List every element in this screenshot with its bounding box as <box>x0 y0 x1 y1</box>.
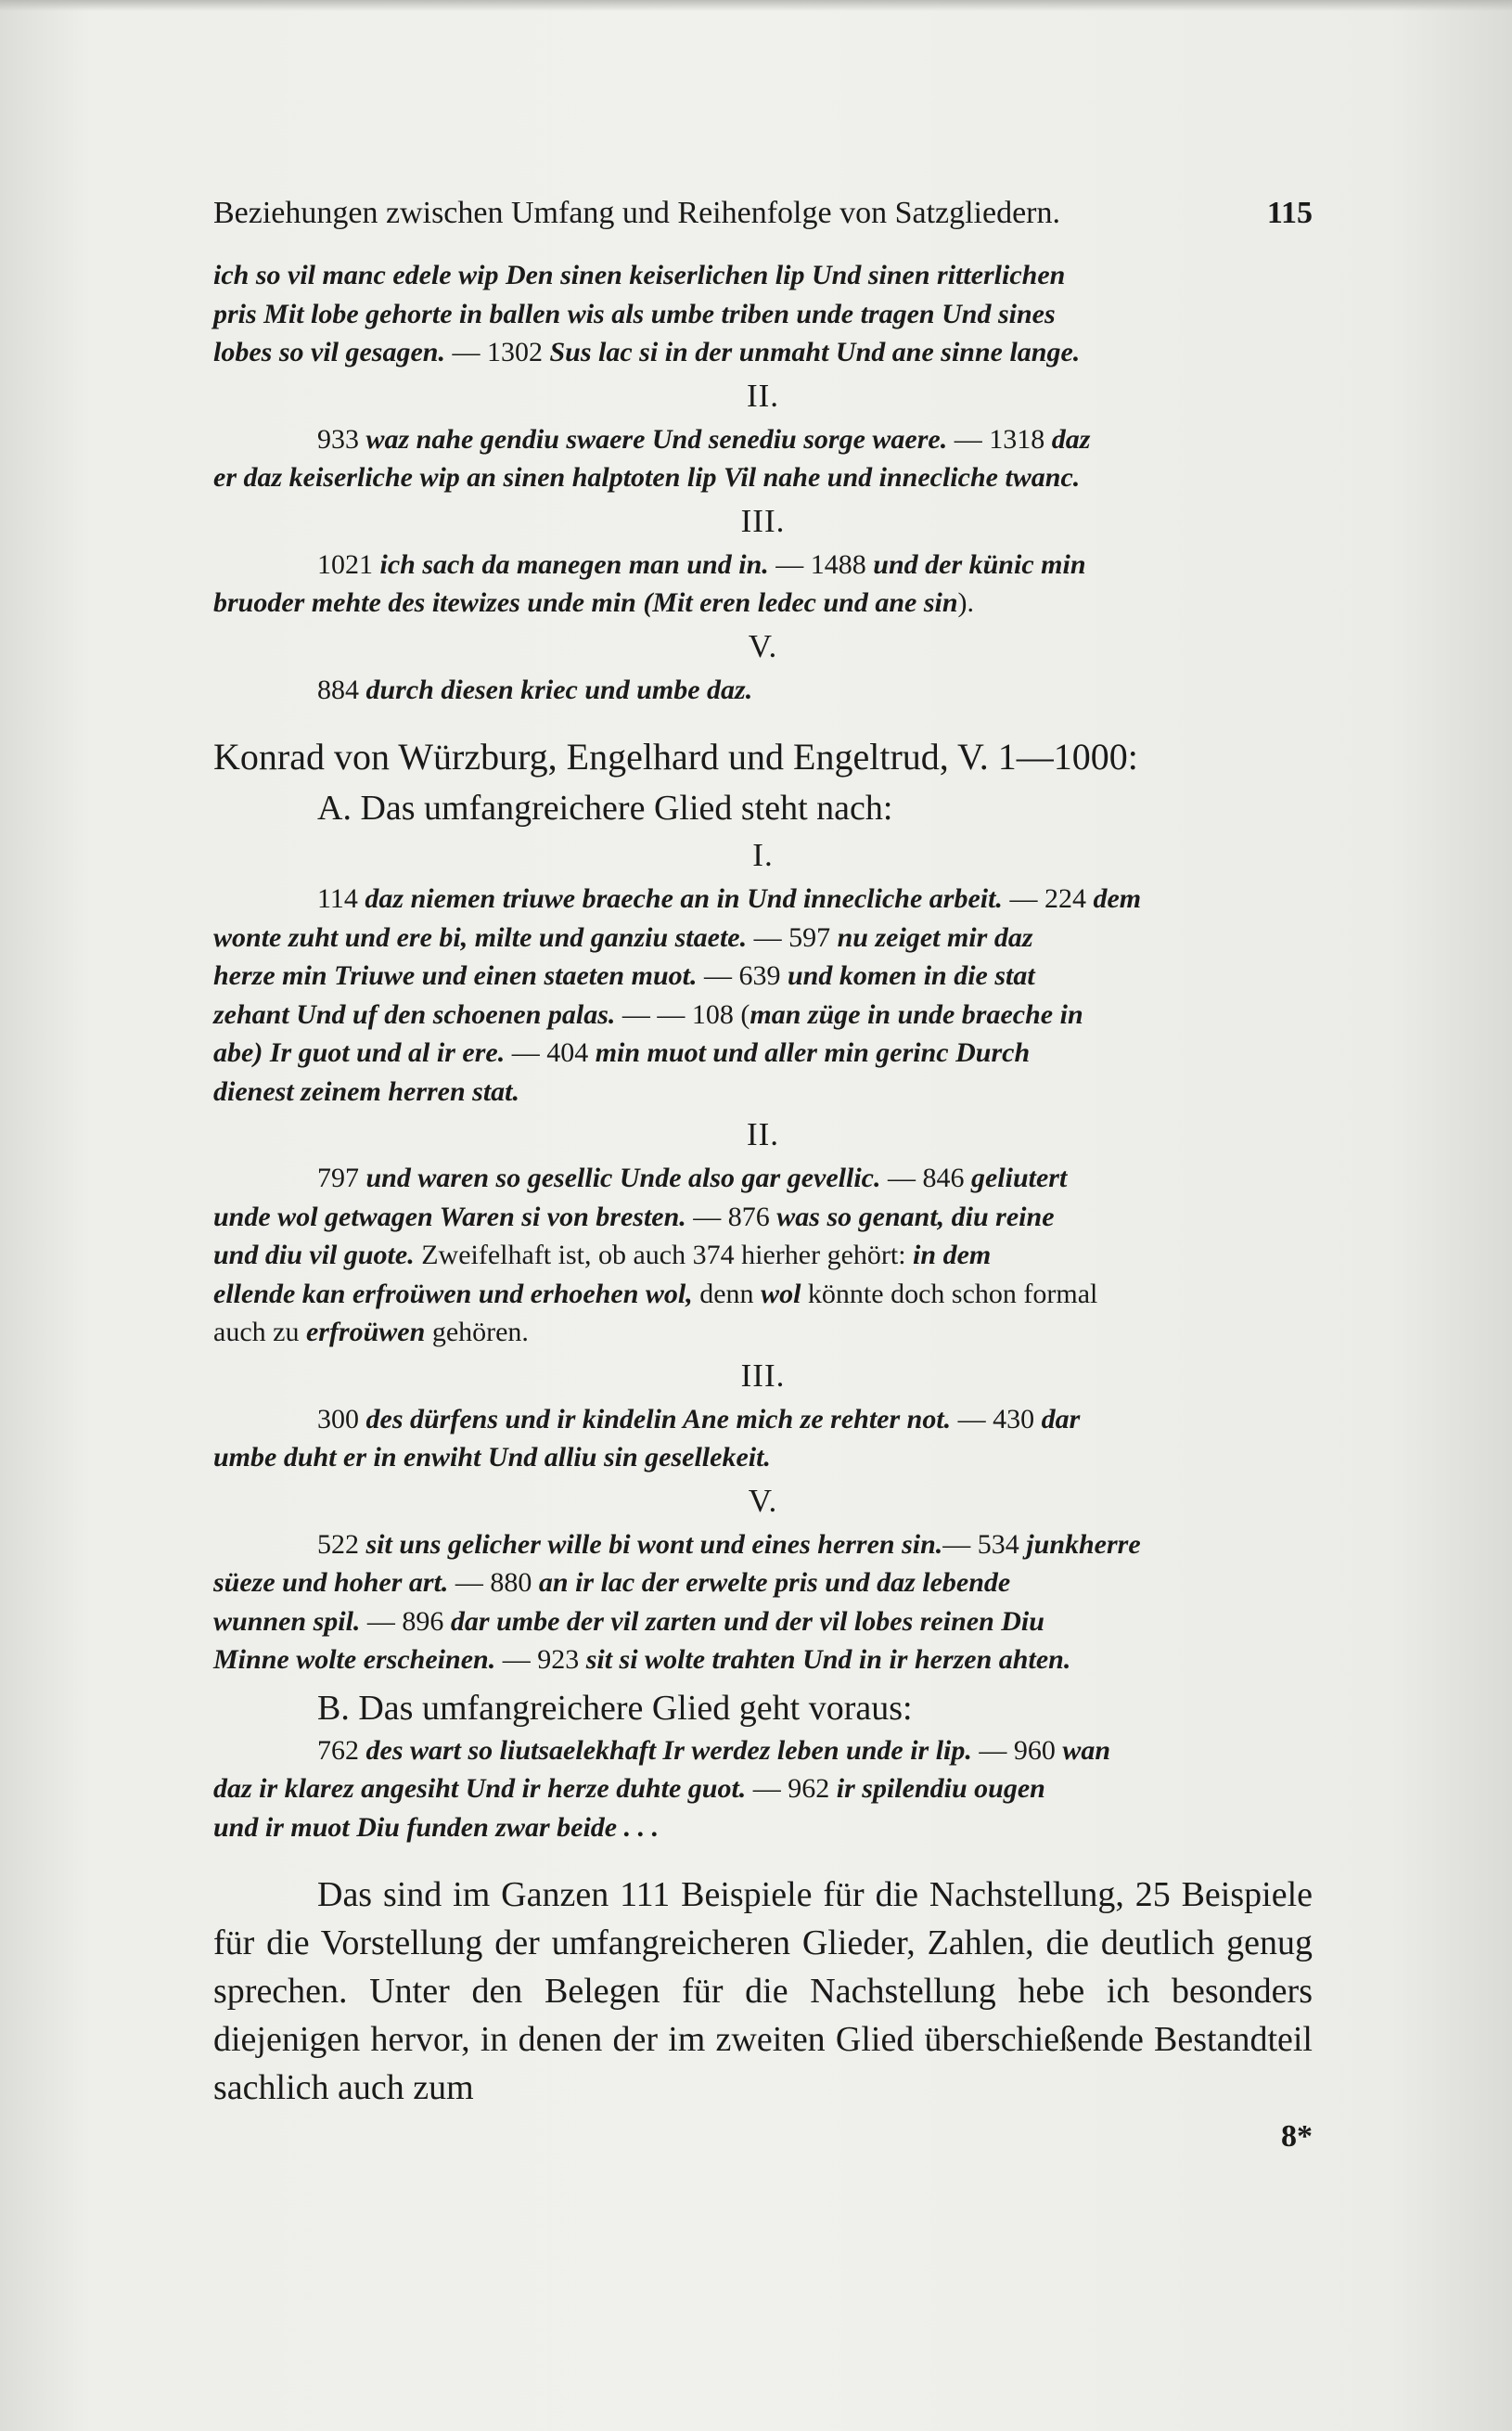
verse-text: abe) <box>213 1037 270 1068</box>
verse-number: — 597 <box>747 921 838 953</box>
verse-number: — — 108 ( <box>615 998 750 1030</box>
verse-text: Ir guot und al ir ere. <box>269 1037 506 1068</box>
verse-text: ellende kan erfroüwen und erhoehen wol, <box>213 1278 693 1309</box>
verse-text: herze min Triuwe und einen staeten muot. <box>213 960 698 991</box>
body-paragraph: Das sind im Ganzen 111 Beispiele für die Nachstellung, 25 Beispiele für die Vorstellung der umfangreicheren Glieder, Zahlen, die deutlich genug sprechen. Unter den Belegen für die Nachstellung hebe ich besonders diejenigen hervor, in denen der im zweiten Glied überschießende Bestandteil sachlich auch zum <box>213 1875 1313 2107</box>
commentary-text: auch zu <box>213 1317 306 1347</box>
verse-text: ir spilendiu ougen <box>836 1773 1045 1804</box>
verse-text: und der künic min <box>873 548 1086 580</box>
citation-paragraph <box>213 546 1313 623</box>
section-numeral: V. <box>748 627 778 664</box>
section-numeral: II. <box>746 377 780 414</box>
citation-paragraph <box>213 1159 1313 1352</box>
verse-text: unde wol getwagen Waren si von bresten. <box>213 1201 686 1232</box>
work-title: Konrad von Würzburg, Engelhard und Engeltrud, V. 1—1000: <box>213 736 1138 778</box>
section-heading-b: B. Das umfangreichere Glied geht voraus: <box>317 1688 913 1728</box>
verse-number: — 846 <box>880 1163 971 1193</box>
verse-text: des dürfens und ir kindelin Ane mich ze rehter not. <box>365 1403 952 1434</box>
verse-text: pris Mit lobe gehorte in ballen wis als umbe triben unde tragen Und sines <box>213 298 1056 329</box>
verse-text: dar umbe der vil zarten und der vil lobes reinen Diu <box>450 1605 1044 1637</box>
verse-text: wan <box>1062 1734 1111 1766</box>
verse-number: 114 <box>317 883 365 914</box>
verse-number: — 430 <box>951 1403 1042 1434</box>
verse-text: sit si wolte trahten Und in ir herzen ahten. <box>585 1644 1071 1675</box>
verse-number: — 896 <box>360 1605 451 1637</box>
verse-number: — 534 <box>942 1528 1027 1560</box>
verse-text: umbe duht er in enwiht Und alliu sin gesellekeit. <box>213 1442 771 1473</box>
verse-number: 933 <box>317 423 366 455</box>
section-numeral: II. <box>746 1116 780 1152</box>
commentary-text: Zweifelhaft ist, ob auch 374 hierher gehört: <box>414 1240 914 1270</box>
verse-text: was so genant, diu reine <box>776 1201 1055 1232</box>
verse-text: und waren so gesellic Unde also gar gevellic. <box>365 1163 881 1193</box>
section-numeral: I. <box>752 837 774 873</box>
verse-number: 1021 <box>317 548 380 580</box>
verse-text: an ir lac der erwelte pris und daz lebende <box>538 1567 1011 1598</box>
verse-text: zehant Und uf den schoenen palas. <box>213 998 616 1030</box>
section-numeral: V. <box>748 1482 778 1519</box>
verse-text: er daz keiserliche wip an sinen halptoten lip Vil nahe und innecliche twanc. <box>213 462 1081 493</box>
verse-text: daz <box>1051 423 1091 455</box>
verse-text: wol <box>761 1278 801 1309</box>
verse-text: und diu vil guote. <box>213 1240 415 1270</box>
section-heading-a: A. Das umfangreichere Glied steht nach: <box>317 789 893 828</box>
verse-text: dienest zeinem herren stat. <box>213 1075 520 1107</box>
verse-punctuation: ). <box>957 587 975 618</box>
verse-number: 300 <box>317 1403 366 1434</box>
verse-text: geliutert <box>970 1163 1068 1193</box>
verse-text: waz nahe gendiu swaere Und senediu sorge waere. <box>365 423 948 455</box>
verse-text: min muot und aller min gerinc Durch <box>595 1037 1031 1068</box>
verse-text: erfroüwen <box>305 1317 426 1347</box>
verse-text: süeze und hoher art. <box>213 1567 449 1598</box>
verse-text: lobes so vil gesagen. <box>213 337 445 367</box>
verse-text: ich so vil manc edele wip Den sinen keiserlichen lip Und sinen ritterlichen <box>213 260 1066 290</box>
verse-number: — 639 <box>697 960 788 991</box>
verse-number: — 923 <box>495 1644 586 1675</box>
verse-text: Sus lac si in der unmaht Und ane sinne lange. <box>549 337 1081 367</box>
verse-text: wunnen spil. <box>213 1605 361 1637</box>
section-numeral: III. <box>740 1357 786 1394</box>
verse-text: ich sach da manegen man und in. <box>379 548 769 580</box>
verse-text: Minne wolte erscheinen. <box>213 1644 496 1675</box>
verse-text: und ir muot Diu funden zwar beide . . . <box>213 1811 660 1843</box>
commentary-text: könnte doch schon formal <box>801 1278 1098 1309</box>
page-number: 115 <box>1266 196 1313 230</box>
verse-number: 522 <box>317 1528 366 1560</box>
verse-number: — 960 <box>971 1734 1063 1766</box>
verse-number: — 880 <box>448 1567 539 1598</box>
page-top-shadow <box>0 0 1512 11</box>
verse-text: dar <box>1041 1403 1081 1434</box>
citation-paragraph <box>213 420 1313 497</box>
verse-text: man züge in unde braeche in <box>750 998 1083 1030</box>
verse-number: — 1302 <box>444 337 550 367</box>
verse-text: Mit eren ledec und ane sin <box>652 587 958 618</box>
verse-number: — 876 <box>686 1201 777 1232</box>
citation-paragraph <box>213 880 1313 1111</box>
commentary-text: gehören. <box>425 1317 529 1347</box>
section-numeral: III. <box>740 502 786 539</box>
verse-text: und komen in die stat <box>787 960 1035 991</box>
verse-text: wonte zuht und ere bi, milte und ganziu staete. <box>213 921 748 953</box>
verse-text: durch diesen kriec und umbe daz. <box>365 674 753 705</box>
verse-text: daz niemen triuwe braeche an in Und innecliche arbeit. <box>365 883 1003 914</box>
verse-number: 762 <box>317 1734 366 1766</box>
running-title: Beziehungen zwischen Umfang und Reihenfolge von Satzgliedern. <box>213 196 1061 230</box>
citation-paragraph <box>213 1525 1313 1679</box>
verse-number: — 224 <box>1002 883 1094 914</box>
signature-mark: 8* <box>1281 2119 1313 2154</box>
verse-text: des wart so liutsaelekhaft Ir werdez leben unde ir lip. <box>365 1734 972 1766</box>
verse-text: dem <box>1093 883 1142 914</box>
verse-number: — 404 <box>505 1037 596 1068</box>
verse-text: bruoder mehte des itewizes unde min ( <box>213 587 653 618</box>
verse-text: daz ir klarez angesiht Und ir herze duhte guot. <box>213 1773 747 1804</box>
verse-number: 797 <box>317 1163 366 1193</box>
verse-number: — 1318 <box>947 423 1052 455</box>
commentary-text: denn <box>692 1278 762 1309</box>
citation-paragraph <box>213 671 1313 710</box>
citation-paragraph <box>213 256 1313 372</box>
verse-text: sit uns gelicher wille bi wont und eines herren sin. <box>365 1528 943 1560</box>
verse-number: — 1488 <box>768 548 874 580</box>
verse-text: nu zeiget mir daz <box>837 921 1033 953</box>
verse-text: junkherre <box>1026 1528 1141 1560</box>
text-block <box>213 186 1313 2158</box>
citation-paragraph <box>213 1731 1313 1847</box>
verse-number: 884 <box>317 674 366 705</box>
verse-text: in dem <box>913 1240 992 1270</box>
verse-number: — 962 <box>746 1773 837 1804</box>
running-head <box>213 186 1313 241</box>
citation-paragraph <box>213 1400 1313 1477</box>
